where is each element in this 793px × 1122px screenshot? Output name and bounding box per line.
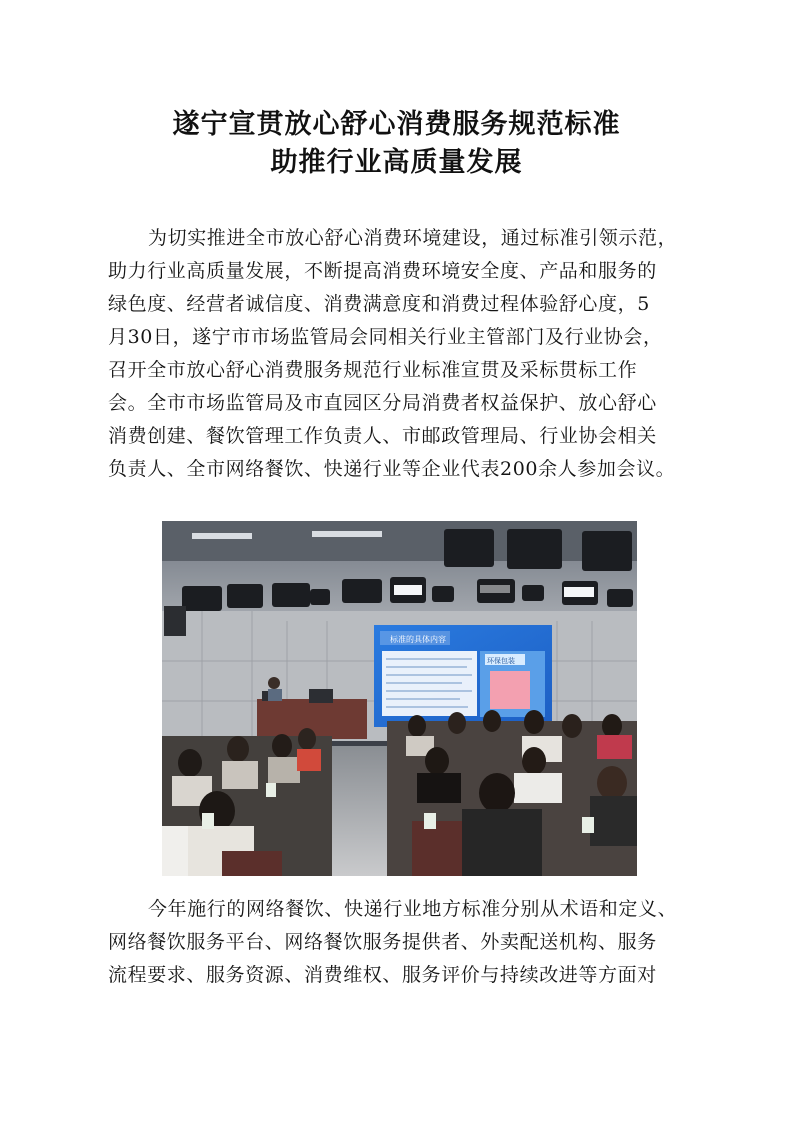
paragraph-line: 月30日，遂宁市市场监管局会同相关行业主管部门及行业协会， (108, 326, 663, 348)
paragraph-2 (108, 893, 692, 992)
document-title-line-2: 助推行业高质量发展 (270, 147, 523, 178)
paragraph-line: 今年施行的网络餐饮、快递行业地方标准分别从术语和定义、 (148, 898, 678, 920)
meeting-photo (162, 521, 637, 876)
paragraph-line: 网络餐饮服务平台、网络餐饮服务提供者、外卖配送机构、服务 (108, 931, 657, 953)
paragraph-line: 会。全市市场监管局及市直园区分局消费者权益保护、放心舒心 (108, 392, 657, 414)
paragraph-line: 消费创建、餐饮管理工作负责人、市邮政管理局、行业协会相关 (108, 425, 657, 447)
meeting-photo-illustration (162, 521, 637, 876)
paragraph-line: 为切实推进全市放心舒心消费环境建设，通过标准引领示范， (148, 227, 678, 249)
paragraph-line: 助力行业高质量发展，不断提高消费环境安全度、产品和服务的 (108, 260, 657, 282)
slide-heading: 标准的具体内容 (390, 635, 446, 644)
slide-badge: 环保包装 (487, 657, 515, 665)
paragraph-line: 负责人、全市网络餐饮、快递行业等企业代表200余人参加会议。 (108, 458, 676, 480)
paragraph-1 (108, 222, 692, 486)
paragraph-line: 召开全市放心舒心消费服务规范行业标准宣贯及采标贯标工作 (108, 359, 638, 381)
document-title-line-1: 遂宁宣贯放心舒心消费服务规范标准 (172, 109, 621, 140)
paragraph-line: 流程要求、服务资源、消费维权、服务评价与持续改进等方面对 (108, 964, 657, 986)
paragraph-line: 绿色度、经营者诚信度、消费满意度和消费过程体验舒心度，5 (108, 293, 650, 315)
